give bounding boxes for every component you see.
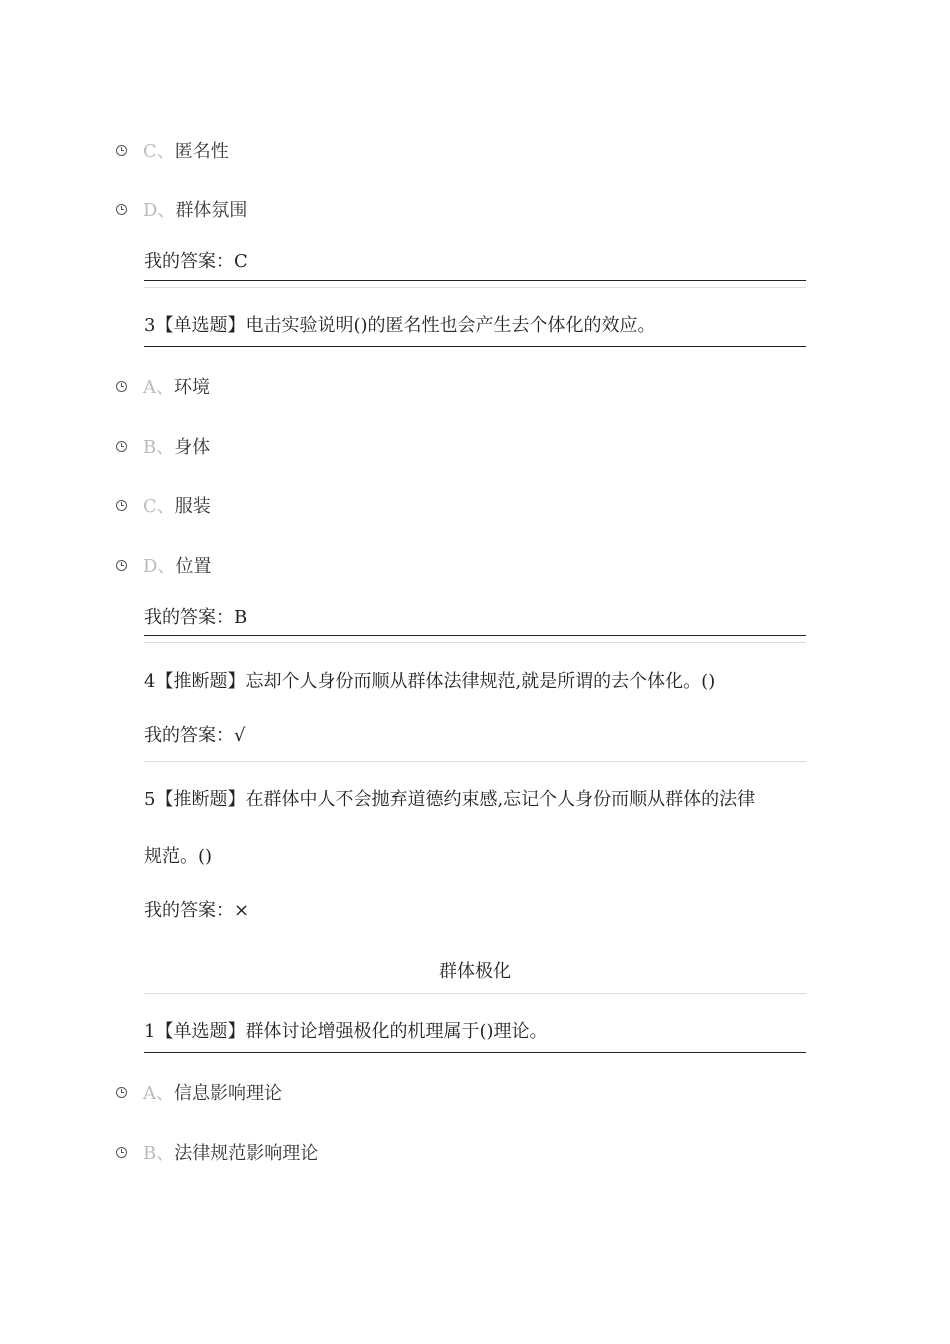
option-d[interactable] — [116, 553, 211, 577]
radio-icon[interactable] — [116, 560, 127, 571]
option-b[interactable] — [116, 1140, 318, 1164]
my-answer: 我的答案：C — [144, 251, 248, 272]
radio-icon[interactable] — [116, 500, 127, 511]
option-text: 法律规范影响理论 — [174, 1143, 319, 1164]
divider — [144, 993, 806, 994]
my-answer: 我的答案：B — [144, 607, 248, 628]
divider — [144, 642, 806, 643]
option-c[interactable] — [116, 138, 229, 162]
option-letter: B、 — [143, 437, 175, 458]
question-text-line2: 规范。() — [144, 846, 213, 867]
my-answer: 我的答案：× — [144, 900, 250, 921]
option-letter: A、 — [143, 1083, 174, 1104]
radio-icon[interactable] — [116, 381, 127, 392]
option-text: 匿名性 — [174, 141, 229, 162]
option-text: 群体氛围 — [175, 200, 248, 221]
option-text: 位置 — [175, 556, 212, 577]
section-title: 群体极化 — [439, 961, 511, 982]
question-text-line1: 5【推断题】在群体中人不会抛弃道德约束感,忘记个人身份而顺从群体的法律 — [144, 789, 756, 810]
divider — [144, 280, 806, 281]
option-letter: C、 — [143, 496, 175, 517]
question-text: 3【单选题】电击实验说明()的匿名性也会产生去个体化的效应。 — [144, 315, 656, 336]
divider — [144, 761, 806, 762]
option-letter: A、 — [143, 377, 174, 398]
option-c[interactable] — [116, 493, 211, 517]
option-b[interactable] — [116, 434, 210, 458]
option-d[interactable] — [116, 197, 247, 221]
divider — [144, 1052, 806, 1053]
option-text: 身体 — [174, 437, 211, 458]
option-a[interactable] — [116, 374, 210, 398]
option-text: 环境 — [174, 377, 210, 398]
radio-icon[interactable] — [116, 145, 127, 156]
divider — [144, 287, 806, 288]
divider — [144, 346, 806, 347]
option-letter: B、 — [143, 1143, 175, 1164]
divider — [144, 635, 806, 636]
my-answer: 我的答案：√ — [144, 725, 246, 746]
radio-icon[interactable] — [116, 441, 127, 452]
option-letter: D、 — [143, 200, 176, 221]
question-text: 1【单选题】群体讨论增强极化的机理属于()理论。 — [144, 1021, 548, 1042]
option-text: 服装 — [174, 496, 211, 517]
option-text: 信息影响理论 — [174, 1083, 282, 1104]
option-letter: D、 — [143, 556, 176, 577]
question-text: 4【推断题】忘却个人身份而顺从群体法律规范,就是所谓的去个体化。() — [144, 671, 716, 692]
radio-icon[interactable] — [116, 1147, 127, 1158]
option-letter: C、 — [143, 141, 175, 162]
option-a[interactable] — [116, 1080, 282, 1104]
radio-icon[interactable] — [116, 1087, 127, 1098]
radio-icon[interactable] — [116, 204, 127, 215]
